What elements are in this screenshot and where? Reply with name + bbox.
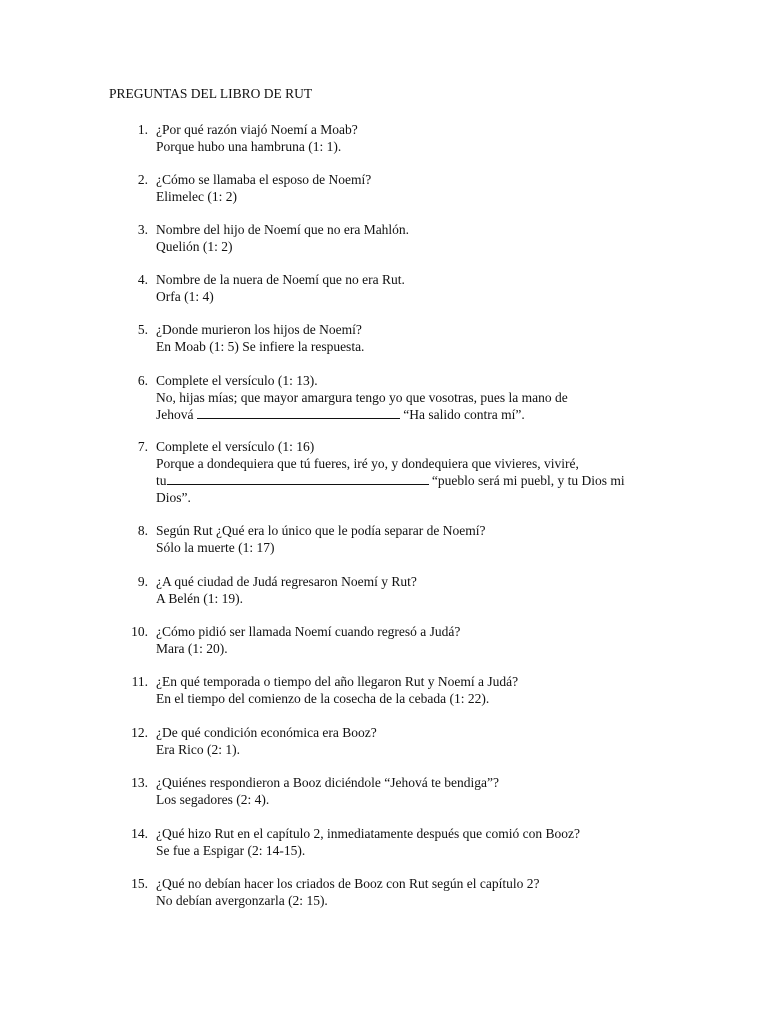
- answer-text: En Moab (1: 5) Se infiere la respuesta.: [156, 339, 365, 354]
- question-number: 4.: [137, 272, 148, 287]
- question-number: 14.: [131, 826, 148, 841]
- question-text: ¿Por qué razón viajó Noemí a Moab?: [156, 122, 358, 137]
- question-body: [156, 522, 656, 556]
- verse-text-end: Dios”.: [156, 490, 191, 505]
- verse-text-after-blank: “Ha salido contra mí”.: [399, 407, 525, 422]
- question-number: 8.: [137, 523, 148, 538]
- answer-text: Mara (1: 20).: [156, 641, 228, 656]
- question-body: [156, 372, 656, 423]
- answer-text: En el tiempo del comienzo de la cosecha de la cebada (1: 22).: [156, 691, 490, 706]
- question-number: 9.: [137, 574, 148, 589]
- answer-text: Orfa (1: 4): [156, 289, 214, 304]
- answer-text: Se fue a Espigar (2: 14-15).: [156, 843, 306, 858]
- question-body: [156, 573, 656, 607]
- question-body: [156, 221, 656, 255]
- answer-text: Elimelec (1: 2): [156, 189, 237, 204]
- question-number: 11.: [131, 674, 148, 689]
- question-body: [156, 623, 656, 657]
- question-number: 10.: [131, 624, 148, 639]
- question-number: 2.: [137, 172, 148, 187]
- question-number: 13.: [131, 775, 148, 790]
- question-body: [156, 825, 656, 859]
- question-number: 1.: [137, 122, 148, 137]
- verse-blank-line: [156, 406, 656, 423]
- question-text: Complete el versículo (1: 16): [156, 439, 315, 454]
- verse-text-before-blank: tu: [156, 473, 167, 488]
- answer-blank: [167, 472, 429, 485]
- verse-blank-line: [156, 472, 656, 489]
- question-text: ¿Cómo se llamaba el esposo de Noemí?: [156, 172, 372, 187]
- question-body: [156, 271, 656, 305]
- question-body: [156, 438, 656, 506]
- question-text: ¿Qué hizo Rut en el capítulo 2, inmediatamente después que comió con Booz?: [156, 826, 580, 841]
- question-body: [156, 875, 656, 909]
- document-title: PREGUNTAS DEL LIBRO DE RUT: [109, 86, 313, 101]
- question-text: ¿De qué condición económica era Booz?: [156, 725, 377, 740]
- answer-text: No debían avergonzarla (2: 15).: [156, 893, 328, 908]
- question-number: 12.: [131, 725, 148, 740]
- question-body: [156, 774, 656, 808]
- question-text: Nombre del hijo de Noemí que no era Mahlón.: [156, 222, 410, 237]
- question-body: [156, 171, 656, 205]
- question-body: [156, 724, 656, 758]
- question-text: ¿Donde murieron los hijos de Noemí?: [156, 322, 362, 337]
- question-number: 15.: [131, 876, 148, 891]
- question-text: ¿Quiénes respondieron a Booz diciéndole “Jehová te bendiga”?: [156, 775, 499, 790]
- answer-text: Los segadores (2: 4).: [156, 792, 270, 807]
- verse-text: Porque a dondequiera que tú fueres, iré yo, y dondequiera que vivieres, viviré,: [156, 456, 579, 471]
- question-text: ¿A qué ciudad de Judá regresaron Noemí y Rut?: [156, 574, 417, 589]
- answer-text: Porque hubo una hambruna (1: 1).: [156, 139, 342, 154]
- question-text: ¿En qué temporada o tiempo del año llegaron Rut y Noemí a Judá?: [156, 674, 519, 689]
- question-text: Nombre de la nuera de Noemí que no era Rut.: [156, 272, 405, 287]
- question-body: [156, 121, 656, 155]
- answer-text: Quelión (1: 2): [156, 239, 233, 254]
- verse-text: No, hijas mías; que mayor amargura tengo yo que vosotras, pues la mano de: [156, 390, 568, 405]
- question-body: [156, 321, 656, 355]
- answer-text: Sólo la muerte (1: 17): [156, 540, 275, 555]
- answer-text: Era Rico (2: 1).: [156, 742, 240, 757]
- answer-blank: [197, 406, 400, 419]
- question-number: 3.: [137, 222, 148, 237]
- question-number: 7.: [137, 439, 148, 454]
- question-text: ¿Cómo pidió ser llamada Noemí cuando regresó a Judá?: [156, 624, 461, 639]
- question-number: 6.: [137, 373, 148, 388]
- question-body: [156, 673, 656, 707]
- question-text: Según Rut ¿Qué era lo único que le podía separar de Noemí?: [156, 523, 486, 538]
- question-number: 5.: [137, 322, 148, 337]
- verse-text-after-blank: “pueblo será mi puebl, y tu Dios mi: [428, 473, 625, 488]
- question-text: ¿Qué no debían hacer los criados de Booz con Rut según el capítulo 2?: [156, 876, 540, 891]
- verse-text-before-blank: Jehová: [156, 407, 197, 422]
- answer-text: A Belén (1: 19).: [156, 591, 243, 606]
- question-text: Complete el versículo (1: 13).: [156, 373, 318, 388]
